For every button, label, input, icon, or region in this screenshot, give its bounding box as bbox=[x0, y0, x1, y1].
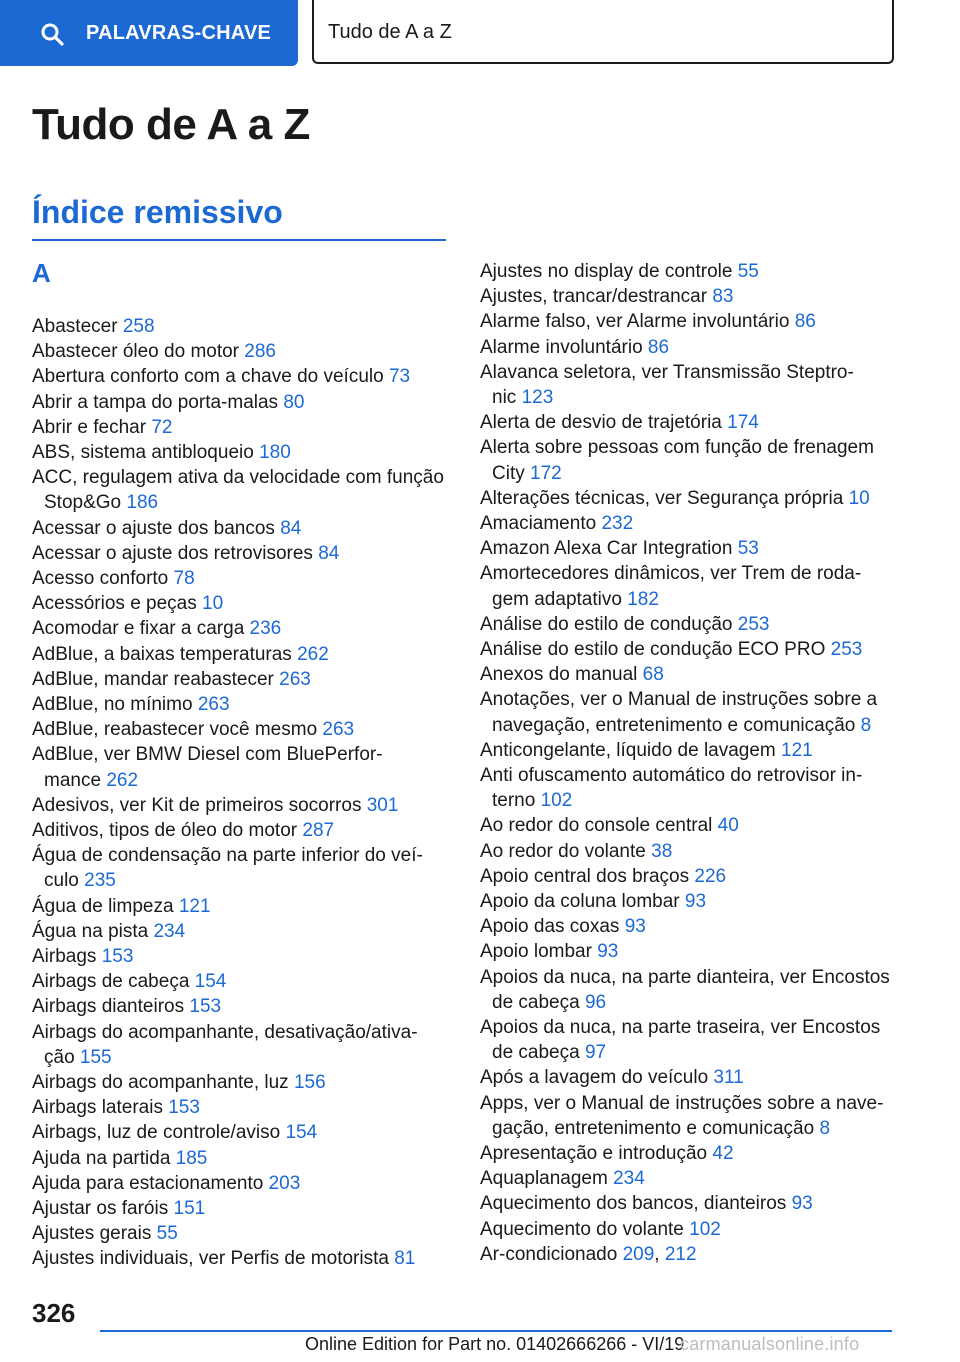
page-link[interactable]: 154 bbox=[194, 971, 227, 993]
page-link[interactable]: 236 bbox=[249, 618, 282, 640]
index-entry bbox=[32, 742, 452, 792]
page-link[interactable]: 311 bbox=[713, 1067, 744, 1089]
entry-text: Aquecimento do volante bbox=[480, 1218, 684, 1240]
entry-text: Abastecer óleo do motor bbox=[32, 341, 240, 363]
top-bar bbox=[0, 0, 960, 66]
page-link[interactable]: 262 bbox=[297, 643, 329, 665]
entry-text: Amaciamento bbox=[480, 513, 597, 534]
index-entry bbox=[32, 1120, 452, 1145]
entry-text: Água de condensação na parte inferior do veí- bbox=[32, 845, 423, 867]
index-entry bbox=[480, 335, 900, 360]
entry-text: Alavanca seletora, ver Transmissão Steptro- bbox=[480, 361, 854, 383]
index-entry bbox=[480, 1091, 900, 1141]
entry-text: Airbags laterais bbox=[32, 1097, 163, 1119]
index-entry bbox=[32, 364, 452, 389]
footer-divider bbox=[100, 1330, 892, 1332]
index-entry bbox=[32, 1171, 452, 1196]
entry-text-continued: mance bbox=[44, 769, 102, 791]
index-entry bbox=[480, 637, 900, 662]
entry-text: Anotações, ver o Manual de instruções sobre a bbox=[480, 689, 878, 711]
page-link[interactable]: 102 bbox=[540, 790, 573, 812]
index-entry bbox=[480, 939, 900, 964]
index-entry bbox=[32, 818, 452, 843]
entry-text: Apoio das coxas bbox=[480, 916, 620, 938]
entry-text-continued: City bbox=[492, 462, 525, 484]
entry-text: AdBlue, reabastecer você mesmo bbox=[32, 719, 318, 741]
entry-text-continued: culo bbox=[44, 870, 79, 892]
entry-text: Anticongelante, líquido de lavagem bbox=[480, 739, 776, 761]
entry-text: Apoio central dos braços bbox=[480, 865, 690, 887]
page-link[interactable]: 8 bbox=[819, 1117, 831, 1139]
index-entry bbox=[32, 642, 452, 667]
index-letter-heading: A bbox=[32, 258, 51, 288]
page-link[interactable]: 209 bbox=[622, 1243, 655, 1265]
keywords-button[interactable] bbox=[0, 0, 298, 66]
index-entry bbox=[32, 843, 452, 893]
page-link[interactable]: 212 bbox=[664, 1243, 697, 1265]
index-entry bbox=[32, 591, 452, 616]
page-link[interactable]: 156 bbox=[293, 1072, 326, 1093]
index-entry bbox=[32, 566, 452, 591]
page-link[interactable]: 153 bbox=[189, 996, 222, 1018]
entry-text-continued: nic bbox=[492, 387, 517, 408]
index-entry bbox=[480, 435, 900, 485]
index-entry bbox=[32, 1196, 452, 1221]
page-link[interactable]: 253 bbox=[830, 639, 863, 660]
entry-text: Alarme involuntário bbox=[480, 336, 643, 358]
index-entry bbox=[480, 410, 900, 435]
index-entry bbox=[480, 1191, 900, 1216]
entry-text: Análise do estilo de condução bbox=[480, 613, 733, 635]
entry-text: AdBlue, no mínimo bbox=[32, 694, 193, 715]
index-entry bbox=[480, 687, 900, 737]
entry-text: Airbags dianteiros bbox=[32, 996, 185, 1018]
index-entry bbox=[32, 994, 452, 1019]
entry-text: Airbags de cabeça bbox=[32, 971, 190, 993]
entry-text-continued: terno bbox=[492, 790, 536, 812]
page-link[interactable]: 123 bbox=[521, 387, 554, 408]
page-link[interactable]: 55 bbox=[156, 1223, 178, 1245]
entry-text-continued: gação, entretenimento e comunicação bbox=[492, 1117, 815, 1139]
page-link[interactable]: 226 bbox=[694, 865, 727, 887]
entry-text: Apoios da nuca, na parte traseira, ver Encostos bbox=[480, 1017, 881, 1038]
index-entry bbox=[480, 738, 900, 763]
index-entry bbox=[32, 541, 452, 566]
entry-text: Abastecer bbox=[32, 316, 118, 337]
index-entry bbox=[32, 1146, 452, 1171]
entry-text: Ao redor do console central bbox=[480, 815, 713, 837]
page-link[interactable]: 263 bbox=[279, 668, 311, 690]
index-entry bbox=[480, 511, 900, 536]
page-link[interactable]: 180 bbox=[259, 442, 291, 463]
entry-text: Água na pista bbox=[32, 920, 149, 942]
index-entry bbox=[32, 390, 452, 415]
entry-text: Ajuda para estacionamento bbox=[32, 1172, 264, 1194]
page-title: Tudo de A a Z bbox=[32, 100, 310, 149]
page-link[interactable]: 55 bbox=[737, 261, 759, 282]
page-link[interactable]: 10 bbox=[848, 487, 870, 509]
page-link[interactable]: 121 bbox=[781, 739, 813, 761]
entry-text-continued: de cabeça bbox=[492, 991, 580, 1013]
index-entry bbox=[480, 1015, 900, 1065]
page-link[interactable]: 10 bbox=[202, 593, 224, 615]
index-entry bbox=[32, 1020, 452, 1070]
entry-text: Aditivos, tipos de óleo do motor bbox=[32, 820, 298, 841]
index-entry bbox=[32, 667, 452, 692]
entry-text: Abrir e fechar bbox=[32, 416, 147, 438]
index-entry bbox=[32, 465, 452, 515]
entry-text: Apresentação e introdução bbox=[480, 1143, 708, 1164]
index-entry bbox=[480, 612, 900, 637]
entry-text: Ao redor do volante bbox=[480, 840, 646, 862]
page-link[interactable]: 262 bbox=[106, 769, 139, 791]
entry-text: Airbags do acompanhante, luz bbox=[32, 1072, 289, 1093]
index-entry bbox=[32, 616, 452, 641]
tab-tudo-de-a-a-z[interactable] bbox=[312, 0, 894, 64]
index-entry bbox=[480, 486, 900, 511]
page-link[interactable]: 93 bbox=[791, 1193, 813, 1215]
page-link[interactable]: 38 bbox=[651, 840, 673, 862]
index-entry bbox=[480, 1166, 900, 1191]
index-entry bbox=[480, 839, 900, 864]
entry-text: ABS, sistema antibloqueio bbox=[32, 442, 254, 463]
entry-text: Amortecedores dinâmicos, ver Trem de roda- bbox=[480, 563, 862, 585]
entry-text-continued: navegação, entretenimento e comunicação bbox=[492, 714, 856, 736]
page-link[interactable]: 86 bbox=[647, 336, 670, 358]
page-link[interactable]: 72 bbox=[151, 416, 173, 438]
page-link[interactable]: 102 bbox=[689, 1218, 721, 1240]
page-link[interactable]: 203 bbox=[268, 1172, 301, 1194]
index-entry bbox=[32, 692, 452, 717]
page-link[interactable]: 93 bbox=[684, 891, 707, 912]
watermark: carmanualsonline.info bbox=[680, 1334, 860, 1354]
index-entry bbox=[480, 864, 900, 889]
page-link[interactable]: 263 bbox=[197, 694, 230, 715]
entry-text: Acessórios e peças bbox=[32, 593, 197, 615]
entry-text: Anexos do manual bbox=[480, 664, 638, 686]
page-link[interactable]: 8 bbox=[860, 714, 872, 736]
index-entry bbox=[480, 284, 900, 309]
entry-text: Após a lavagem do veículo bbox=[480, 1067, 709, 1089]
page-link[interactable]: 93 bbox=[597, 941, 619, 963]
index-entry bbox=[32, 415, 452, 440]
entry-text: Airbags do acompanhante, desativação/ativa- bbox=[32, 1021, 418, 1043]
entry-text: Ajustes gerais bbox=[32, 1223, 152, 1245]
entry-text: Amazon Alexa Car Integration bbox=[480, 538, 733, 560]
entry-text: AdBlue, mandar reabastecer bbox=[32, 668, 274, 690]
index-entry bbox=[480, 1141, 900, 1166]
index-entry bbox=[480, 360, 900, 410]
entry-text: Apoio da coluna lombar bbox=[480, 891, 680, 912]
entry-text: Abertura conforto com a chave do veículo bbox=[32, 366, 384, 388]
entry-text: Acomodar e fixar a carga bbox=[32, 618, 245, 640]
entry-text: Aquecimento dos bancos, dianteiros bbox=[480, 1193, 787, 1215]
entry-text: Acessar o ajuste dos bancos bbox=[32, 517, 275, 539]
entry-text: Airbags, luz de controle/aviso bbox=[32, 1122, 281, 1144]
index-entry bbox=[32, 339, 452, 364]
keywords-label: PALAVRAS-CHAVE bbox=[86, 22, 272, 44]
entry-text: Anti ofuscamento automático do retrovisor in- bbox=[480, 765, 863, 786]
entry-text: Acesso conforto bbox=[32, 568, 169, 589]
search-icon bbox=[40, 22, 64, 46]
index-entry bbox=[32, 1095, 452, 1120]
entry-text: Airbags bbox=[32, 946, 97, 967]
page-link[interactable]: 263 bbox=[322, 719, 355, 741]
entry-text: Alterações técnicas, ver Segurança própria bbox=[480, 487, 844, 509]
index-entry: Ar-condicionado 209, 212 bbox=[480, 1243, 697, 1265]
page-link[interactable]: 84 bbox=[280, 517, 302, 539]
page-link[interactable]: 97 bbox=[584, 1042, 607, 1064]
entry-text: Abrir a tampa do porta-malas bbox=[32, 391, 279, 413]
page-link[interactable]: 234 bbox=[613, 1168, 645, 1190]
page-link[interactable]: 182 bbox=[627, 588, 659, 610]
index-entry bbox=[480, 536, 900, 561]
page-number: 326 bbox=[32, 1298, 76, 1328]
entry-text: Água de limpeza bbox=[32, 895, 174, 917]
index-entry bbox=[32, 314, 452, 339]
entry-text-continued: de cabeça bbox=[492, 1042, 580, 1064]
index-entry bbox=[480, 662, 900, 687]
page-link[interactable]: 42 bbox=[712, 1143, 734, 1164]
page-link[interactable]: 68 bbox=[642, 664, 664, 686]
page-link[interactable]: 121 bbox=[178, 895, 211, 917]
entry-text-continued: gem adaptativo bbox=[492, 588, 622, 610]
index-entry bbox=[480, 1065, 900, 1090]
entry-text: Ajustar os faróis bbox=[32, 1198, 169, 1219]
page-link[interactable]: 174 bbox=[727, 412, 759, 434]
page-link[interactable]: 151 bbox=[173, 1198, 206, 1219]
page-link[interactable]: 80 bbox=[283, 391, 305, 413]
index-entry bbox=[32, 919, 452, 944]
page-link[interactable]: 153 bbox=[101, 946, 134, 967]
index-entry bbox=[32, 1246, 452, 1271]
entry-text: Apoios da nuca, na parte dianteira, ver Encostos bbox=[480, 966, 890, 988]
page-link[interactable]: 84 bbox=[318, 542, 340, 564]
page-link[interactable]: 83 bbox=[712, 286, 734, 308]
entry-text: Alerta sobre pessoas com função de frenagem bbox=[480, 437, 874, 459]
entry-text: Adesivos, ver Kit de primeiros socorros bbox=[32, 794, 362, 816]
page-link[interactable]: 232 bbox=[601, 513, 634, 534]
index-entry bbox=[32, 969, 452, 994]
index-entry bbox=[480, 889, 900, 914]
entry-text: Ajustes, trancar/destrancar bbox=[480, 286, 708, 308]
page-link[interactable]: 301 bbox=[366, 794, 399, 816]
entry-text: Alarme falso, ver Alarme involuntário bbox=[480, 311, 790, 333]
entry-text: Apoio lombar bbox=[480, 941, 592, 963]
index-entry bbox=[32, 894, 452, 919]
entry-text: ACC, regulagem ativa da velocidade com função bbox=[32, 467, 444, 489]
entry-text: Ajustes individuais, ver Perfis de motorista bbox=[32, 1248, 389, 1270]
index-entry bbox=[32, 793, 452, 818]
entry-text: Análise do estilo de condução ECO PRO bbox=[480, 639, 826, 660]
footer-edition: Online Edition for Part no. 01402666266 - VI/19 bbox=[305, 1334, 685, 1354]
index-entry bbox=[480, 763, 900, 813]
entry-text: Ajuda na partida bbox=[32, 1147, 171, 1169]
page-link[interactable]: 155 bbox=[79, 1046, 112, 1068]
page-link[interactable]: 234 bbox=[153, 920, 186, 942]
entry-text: Alerta de desvio de trajetória bbox=[480, 412, 722, 434]
entry-text-continued: Stop&Go bbox=[44, 492, 122, 514]
page-link[interactable]: 258 bbox=[122, 316, 155, 337]
index-entry bbox=[32, 516, 452, 541]
index-entry bbox=[32, 944, 452, 969]
page-link[interactable]: 96 bbox=[584, 991, 607, 1013]
page-link[interactable]: 154 bbox=[285, 1122, 318, 1144]
entry-text: Aquaplanagem bbox=[480, 1168, 608, 1190]
page-link[interactable]: 53 bbox=[737, 538, 759, 560]
page-link[interactable]: 73 bbox=[388, 366, 411, 388]
index-entry bbox=[32, 717, 452, 742]
index-entry bbox=[32, 1221, 452, 1246]
page-link[interactable]: 172 bbox=[530, 462, 562, 484]
index-entry bbox=[32, 440, 452, 465]
index-entry bbox=[480, 259, 900, 284]
page-link[interactable]: 78 bbox=[173, 568, 195, 589]
index-entry bbox=[480, 309, 900, 334]
page-link[interactable]: 286 bbox=[244, 341, 276, 363]
page-link[interactable]: 235 bbox=[84, 870, 116, 892]
page-link[interactable]: 253 bbox=[737, 613, 770, 635]
entry-text: Ar-condicionado bbox=[480, 1243, 618, 1265]
page-link[interactable]: 153 bbox=[168, 1097, 200, 1119]
index-entry bbox=[480, 965, 900, 1015]
entry-text: AdBlue, a baixas temperaturas bbox=[32, 643, 292, 665]
index-entry bbox=[480, 561, 900, 611]
page-link[interactable]: 185 bbox=[175, 1147, 208, 1169]
entry-text-continued: ção bbox=[44, 1046, 75, 1068]
entry-text: Acessar o ajuste dos retrovisores bbox=[32, 542, 313, 564]
index-entry bbox=[32, 1070, 452, 1095]
page-link[interactable]: 287 bbox=[302, 820, 335, 841]
page-link[interactable]: 81 bbox=[394, 1248, 416, 1270]
entry-text: AdBlue, ver BMW Diesel com BluePerfor- bbox=[32, 744, 383, 766]
entry-text: Ajustes no display de controle bbox=[480, 261, 733, 282]
index-entry bbox=[480, 813, 900, 838]
index-entry bbox=[480, 1217, 900, 1242]
page-link[interactable]: 86 bbox=[794, 311, 816, 333]
section-title: Índice remissivo bbox=[32, 194, 283, 230]
entry-text: Apps, ver o Manual de instruções sobre a nave- bbox=[480, 1092, 884, 1114]
index-entry bbox=[480, 914, 900, 939]
tab-label: Tudo de A a Z bbox=[328, 21, 452, 43]
page-link[interactable]: 40 bbox=[717, 815, 739, 837]
page-link[interactable]: 186 bbox=[126, 492, 159, 514]
section-divider bbox=[32, 239, 446, 241]
page-link[interactable]: 93 bbox=[624, 916, 646, 938]
